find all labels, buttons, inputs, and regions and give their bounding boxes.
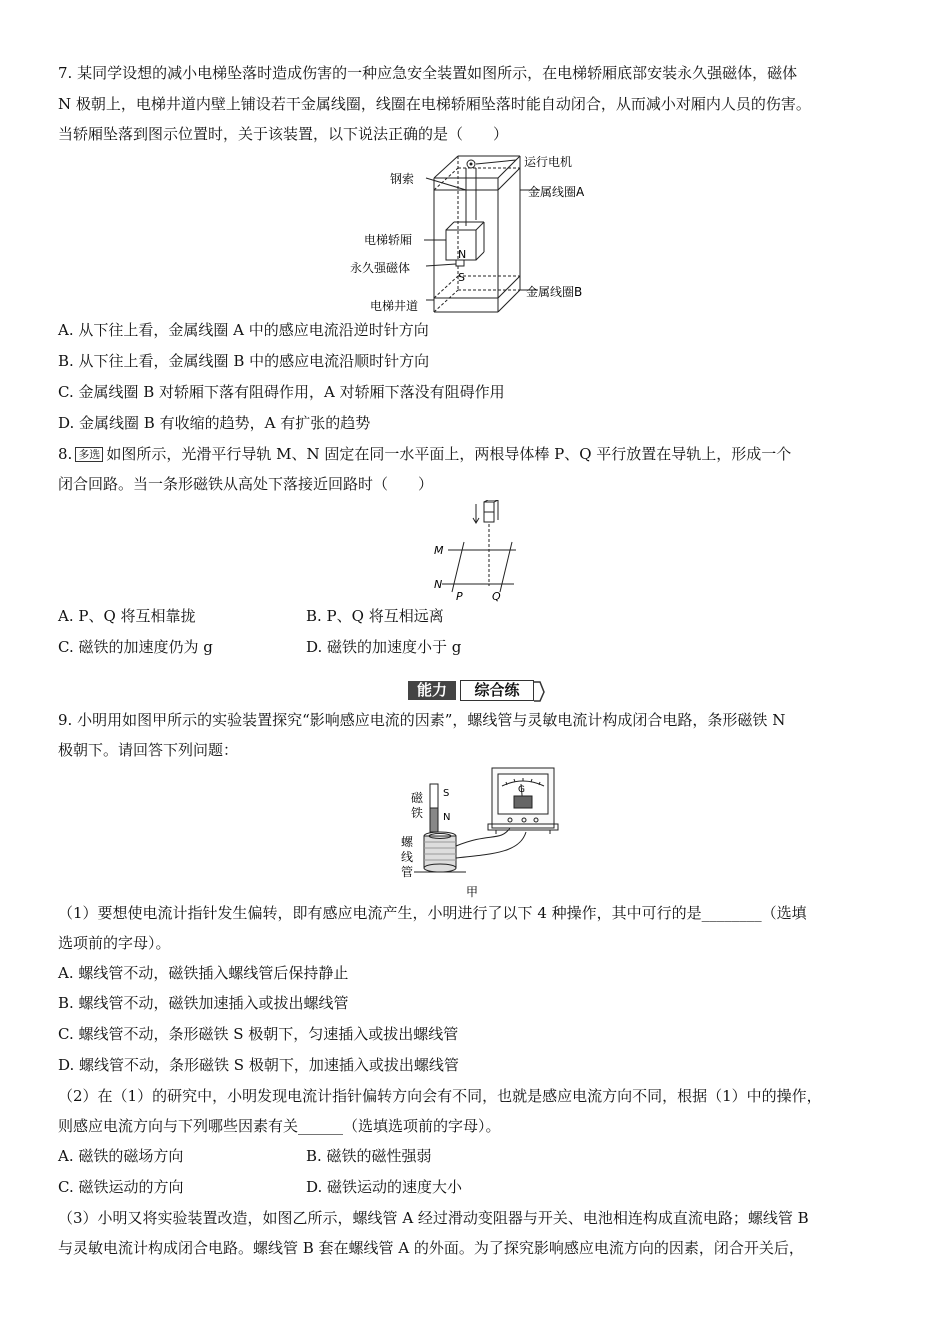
label-s-pole: S <box>443 788 450 799</box>
q8-option-b: B. P、Q 将互相远离 <box>306 607 444 625</box>
q8-line-1 <box>58 444 898 464</box>
q8-number: 8. <box>58 445 73 463</box>
label-coil-1: 螺 <box>401 835 414 849</box>
label-n-pole: N <box>458 248 467 261</box>
label-s-pole: S <box>458 271 465 284</box>
q7-option-d: D. 金属线圈 B 有收缩的趋势，A 有扩张的趋势 <box>58 414 371 432</box>
label-p: P <box>456 590 463 602</box>
label-motor: 运行电机 <box>524 155 573 169</box>
rails-figure <box>428 500 528 602</box>
q9-line-2: 极朝下。请回答下列问题： <box>58 741 239 759</box>
q9-p2-option-a: A. 磁铁的磁场方向 <box>58 1147 184 1165</box>
q9-p2-option-b: B. 磁铁的磁性强弱 <box>306 1147 432 1165</box>
q9-p1-line-1: （1）要想使电流计指针发生偏转，即有感应电流产生，小明进行了以下 4 种操作，其中可行的是________（选填 <box>58 904 807 922</box>
q9-p3-line-2: 与灵敏电流计构成闭合电路。螺线管 B 套在螺线管 A 的外面。为了探究影响感应电流方向的因素，闭合开关后， <box>58 1239 804 1257</box>
q7-option-b: B. 从下往上看，金属线圈 B 中的感应电流沿顺时针方向 <box>58 352 430 370</box>
section-banner <box>408 678 548 704</box>
label-coil-a: 金属线圈A <box>528 185 585 199</box>
label-shaft: 电梯井道 <box>370 299 419 313</box>
label-g: G <box>518 785 525 795</box>
q9-p2-line-2: 则感应电流方向与下列哪些因素有关______（选填选项前的字母）。 <box>58 1117 501 1135</box>
q8-line-1-text: 如图所示，光滑平行导轨 M、N 固定在同一水平面上，两根导体棒 P、Q 平行放置在导轨上，形成一个 <box>106 445 792 463</box>
q7-line-1: 7. 某同学设想的减小电梯坠落时造成伤害的一种应急安全装置如图所示，在电梯轿厢底部安装永久强磁体，磁体 <box>58 64 798 82</box>
apparatus-figure-jia <box>400 762 570 900</box>
q8-option-c: C. 磁铁的加速度仍为 g <box>58 638 213 656</box>
label-coil-b: 金属线圈B <box>526 285 583 299</box>
figure-caption-jia: 甲 <box>466 885 479 899</box>
label-car: 电梯轿厢 <box>364 233 413 247</box>
q7-line-2: N 极朝上，电梯井道内壁上铺设若干金属线圈，线圈在电梯轿厢坠落时能自动闭合，从而减小对厢内人员的伤害。 <box>58 95 811 113</box>
multi-select-tag: 多选 <box>75 447 103 462</box>
q9-p1-option-d: D. 螺线管不动，条形磁铁 S 极朝下，加速插入或拔出螺线管 <box>58 1056 459 1074</box>
label-q: Q <box>492 590 501 602</box>
q9-line-1: 9. 小明用如图甲所示的实验装置探究“影响感应电流的因素”，螺线管与灵敏电流计构成闭合电路，条形磁铁 N <box>58 711 786 729</box>
q7-option-c: C. 金属线圈 B 对轿厢下落有阻碍作用，A 对轿厢下落没有阻碍作用 <box>58 383 505 401</box>
label-cable: 钢索 <box>390 172 415 186</box>
label-magnet-1: 磁 <box>411 791 424 805</box>
banner-flag-icon <box>534 680 546 702</box>
q8-line-2: 闭合回路。当一条形磁铁从高处下落接近回路时（ ） <box>58 475 434 493</box>
q9-p3-line-1: （3）小明又将实验装置改造，如图乙所示，螺线管 A 经过滑动变阻器与开关、电池相连构成直流电路；螺线管 B <box>58 1209 809 1227</box>
label-magnet: 永久强磁体 <box>350 261 411 275</box>
q9-p2-option-d: D. 磁铁运动的速度大小 <box>306 1178 463 1196</box>
q7-line-3: 当轿厢坠落到图示位置时，关于该装置，以下说法正确的是（ ） <box>58 125 509 143</box>
label-coil-3: 管 <box>401 865 414 879</box>
q9-p2-line-1: （2）在（1）的研究中，小明发现电流计指针偏转方向会有不同，也就是感应电流方向不同，根据（1）中的操作， <box>58 1087 822 1105</box>
label-n-pole: N <box>443 812 451 823</box>
banner-right: 综合练 <box>460 680 534 701</box>
q8-option-d: D. 磁铁的加速度小于 g <box>306 638 462 656</box>
q9-p1-option-c: C. 螺线管不动，条形磁铁 S 极朝下，匀速插入或拔出螺线管 <box>58 1025 459 1043</box>
label-magnet-2: 铁 <box>411 806 424 820</box>
banner-left: 能力 <box>408 681 456 700</box>
q9-p1-option-a: A. 螺线管不动，磁铁插入螺线管后保持静止 <box>58 964 349 982</box>
label-m: M <box>434 544 444 557</box>
q8-option-a: A. P、Q 将互相靠拢 <box>58 607 196 625</box>
label-n: N <box>434 578 443 591</box>
q9-p1-line-2: 选项前的字母）。 <box>58 934 171 952</box>
elevator-figure <box>330 150 620 318</box>
label-coil-2: 线 <box>401 850 414 864</box>
q9-p1-option-b: B. 螺线管不动，磁铁加速插入或拔出螺线管 <box>58 994 349 1012</box>
q7-option-a: A. 从下往上看，金属线圈 A 中的感应电流沿逆时针方向 <box>58 321 429 339</box>
q9-p2-option-c: C. 磁铁运动的方向 <box>58 1178 184 1196</box>
